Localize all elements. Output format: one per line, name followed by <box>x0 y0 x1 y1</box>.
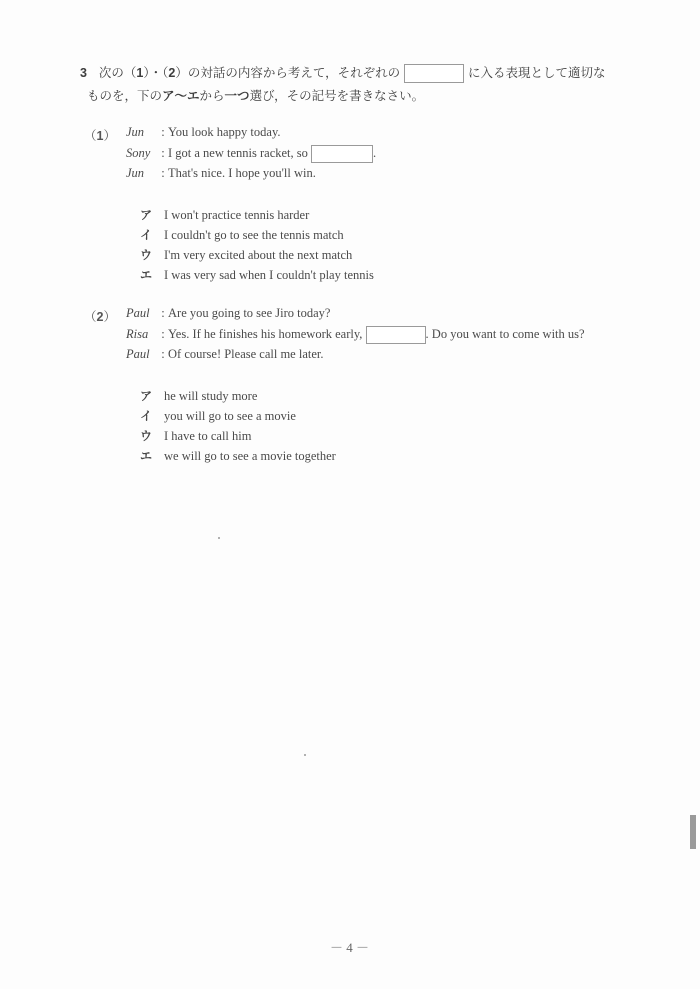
option-mark: エ <box>140 268 153 282</box>
dialogue-line: Jun : You look happy today. <box>126 125 281 139</box>
option-text: he will study more <box>164 389 258 403</box>
option-mark: イ <box>140 228 153 242</box>
answer-blank <box>366 326 426 344</box>
option-text: we will go to see a movie together <box>164 449 336 463</box>
option-text: I won't practice tennis harder <box>164 208 310 222</box>
part-number: 2 <box>96 310 104 324</box>
option-text: I have to call him <box>164 429 252 443</box>
question-number: 3 <box>80 66 87 80</box>
scan-speck <box>304 754 306 756</box>
instruction-text: ）の対話の内容から考えて，それぞれの <box>175 65 401 80</box>
dialogue-line: Paul : Of course! Please call me later. <box>126 347 324 361</box>
question-instruction-line1 <box>80 63 606 83</box>
dialogue-line: Sony : I got a new tennis racket, so . <box>126 145 376 163</box>
option-a <box>140 206 309 223</box>
answer-blank <box>311 145 373 163</box>
instruction-part-1: 1 <box>136 66 144 80</box>
speaker: Paul <box>126 347 150 361</box>
dialogue-line: Jun : That's nice. I hope you'll win. <box>126 166 316 180</box>
dialogue-text: Yes. If he finishes his homework early, <box>168 326 363 341</box>
speaker: Jun <box>126 166 145 180</box>
instruction-choices: ア～エ <box>162 88 200 103</box>
paren: ） <box>103 129 116 143</box>
paren: （ <box>84 310 97 324</box>
option-e <box>140 447 336 464</box>
option-i <box>140 407 296 424</box>
option-mark: エ <box>140 449 153 463</box>
option-u <box>140 427 251 444</box>
dialogue-text: . Do you want to come with us? <box>425 326 585 341</box>
option-mark: ウ <box>140 248 153 262</box>
instruction-count: 一つ <box>224 88 250 103</box>
speaker: Jun <box>126 125 145 139</box>
instruction-text: から <box>199 88 225 103</box>
dialogue-line: Risa : Yes. If he finishes his homework early, . Do you want to come with us? <box>126 326 585 344</box>
instruction-text: に入る表現として適切な <box>468 65 606 80</box>
dialogue-text: Are you going to see Jiro today? <box>168 306 331 320</box>
part-1-label <box>84 126 116 144</box>
option-u <box>140 246 352 263</box>
instruction-text: 選び，その記号を書きなさい。 <box>249 88 425 103</box>
page-number: － 4 － <box>330 940 370 955</box>
option-mark: ウ <box>140 429 153 443</box>
option-e <box>140 266 374 283</box>
instruction-text: ）・（ <box>143 65 169 80</box>
part-number: 1 <box>96 129 104 143</box>
dialogue-text: Of course! Please call me later. <box>168 347 324 361</box>
option-text: you will go to see a movie <box>164 409 296 423</box>
part-2-label <box>84 307 116 325</box>
dialogue-text: . <box>373 145 377 160</box>
instruction-text: ものを，下の <box>87 88 163 103</box>
dialogue-text: You look happy today. <box>168 125 281 139</box>
option-i <box>140 226 344 243</box>
paren: ） <box>103 310 116 324</box>
scan-mark <box>690 815 696 849</box>
speaker: Risa <box>126 326 149 341</box>
dialogue-line: Paul : Are you going to see Jiro today? <box>126 306 331 320</box>
instruction-part-2: 2 <box>168 66 176 80</box>
speaker: Sony <box>126 145 151 160</box>
option-a <box>140 387 257 404</box>
option-text: I was very sad when I couldn't play tennis <box>164 268 374 282</box>
option-mark: ア <box>140 389 153 403</box>
question-instruction-line2 <box>87 86 424 104</box>
option-text: I couldn't go to see the tennis match <box>164 228 344 242</box>
option-mark: ア <box>140 208 153 222</box>
instruction-text: 次の（ <box>98 65 137 80</box>
dialogue-text: That's nice. I hope you'll win. <box>168 166 316 180</box>
option-text: I'm very excited about the next match <box>164 248 353 262</box>
answer-blank-sample <box>404 64 464 83</box>
option-mark: イ <box>140 409 153 423</box>
scan-speck <box>218 537 220 539</box>
dialogue-text: I got a new tennis racket, so <box>168 145 308 160</box>
paren: （ <box>84 129 97 143</box>
speaker: Paul <box>126 306 150 320</box>
